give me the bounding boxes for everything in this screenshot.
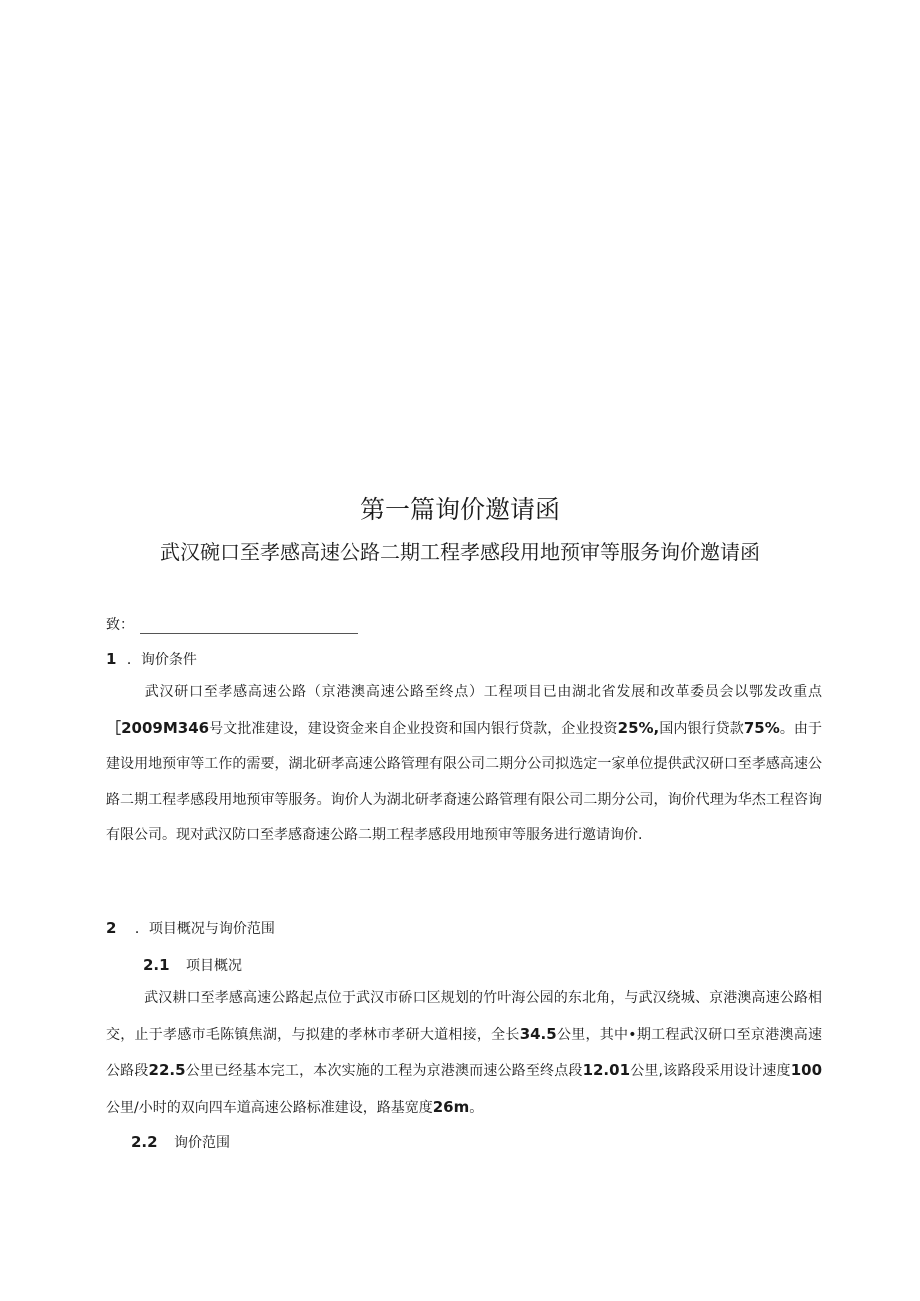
para-text: 公里/小时的双向四车道高速公路标准建设，路基宽度 [106, 1099, 433, 1116]
para-text: 号文批准建设，建设资金来自企业投资和国内银行贷款，企业投资 [209, 720, 618, 737]
para-text: 公里，其中•期工程武汉研口至京港澳高速公路段 [106, 1026, 822, 1079]
para-bold: 26m [432, 1097, 470, 1116]
para-bold: 75% [743, 718, 780, 737]
section-1-heading [106, 649, 197, 669]
para-text: 公里,该路段采用设计速度 [630, 1063, 791, 1079]
para-text: 国内银行贷款 [659, 720, 744, 737]
subsection-2-1-number: 2.1 [143, 956, 170, 974]
para-text: 。由于建设用地预审等工作的需要，湖北研孝高速公路管理有限公司二期分公司拟选定一家单位提供武汉研口至孝感高速公路二期工程孝感段用地预审等服务。询价人为湖北研孝裔速公路管理有限公司二期分公司，询价代理为华杰工程咨询有限公司。现对武汉防口至孝感裔速公路二期工程孝感段用地预审等服务进行邀请询价. [106, 720, 823, 843]
para-bold: 100 [790, 1061, 823, 1079]
para-bold: 12.01 [582, 1061, 631, 1079]
subsection-2-2-number: 2.2 [131, 1133, 158, 1151]
section-1-number: 1 [106, 650, 117, 668]
section-2-number: 2 [106, 919, 117, 937]
para-bold: 34.5 [519, 1024, 557, 1043]
section-1-title: ．询价条件 [126, 652, 197, 668]
document-subtitle: 武汉碗口至孝感高速公路二期工程孝感段用地预审等服务询价邀请函 [160, 540, 760, 564]
subsection-2-1-title: 项目概况 [186, 958, 243, 974]
recipient-label: 致： [106, 617, 134, 633]
subsection-2-2-title: 询价范围 [174, 1135, 231, 1151]
section-2-heading [106, 918, 275, 938]
subsection-2-2-heading [131, 1132, 230, 1152]
para-text: 武汉耕口至孝感高速公路起点位于武汉市硚口区规划的竹叶海公园的东北角，与武汉绕城、京港澳高速公路相交，止于孝感市毛陈镇焦湖，与拟建的孝林市孝研大道相接，全长 [106, 990, 822, 1043]
section-2-title: ．项目概况与询价范围 [134, 921, 275, 937]
section-2-paragraph [106, 981, 822, 1126]
recipient-line [106, 614, 358, 634]
section-1-paragraph [106, 675, 822, 854]
para-bold: ［2009M346 [106, 718, 210, 737]
subsection-2-1-heading [143, 955, 242, 975]
para-text: 公里已经基本完工，本次实施的工程为京港澳而速公路至终点段 [185, 1063, 583, 1079]
para-bold: 22.5 [148, 1061, 186, 1079]
document-title: 第一篇询价邀请函 [359, 495, 560, 524]
para-text: 武汉研口至孝感高速公路（京港澳高速公路至终点）工程项目已由湖北省发展和改革委员会以鄂发改重点 [144, 684, 822, 700]
para-bold: 25%, [617, 718, 660, 737]
para-text: 。 [469, 1099, 484, 1116]
recipient-blank [140, 621, 358, 634]
